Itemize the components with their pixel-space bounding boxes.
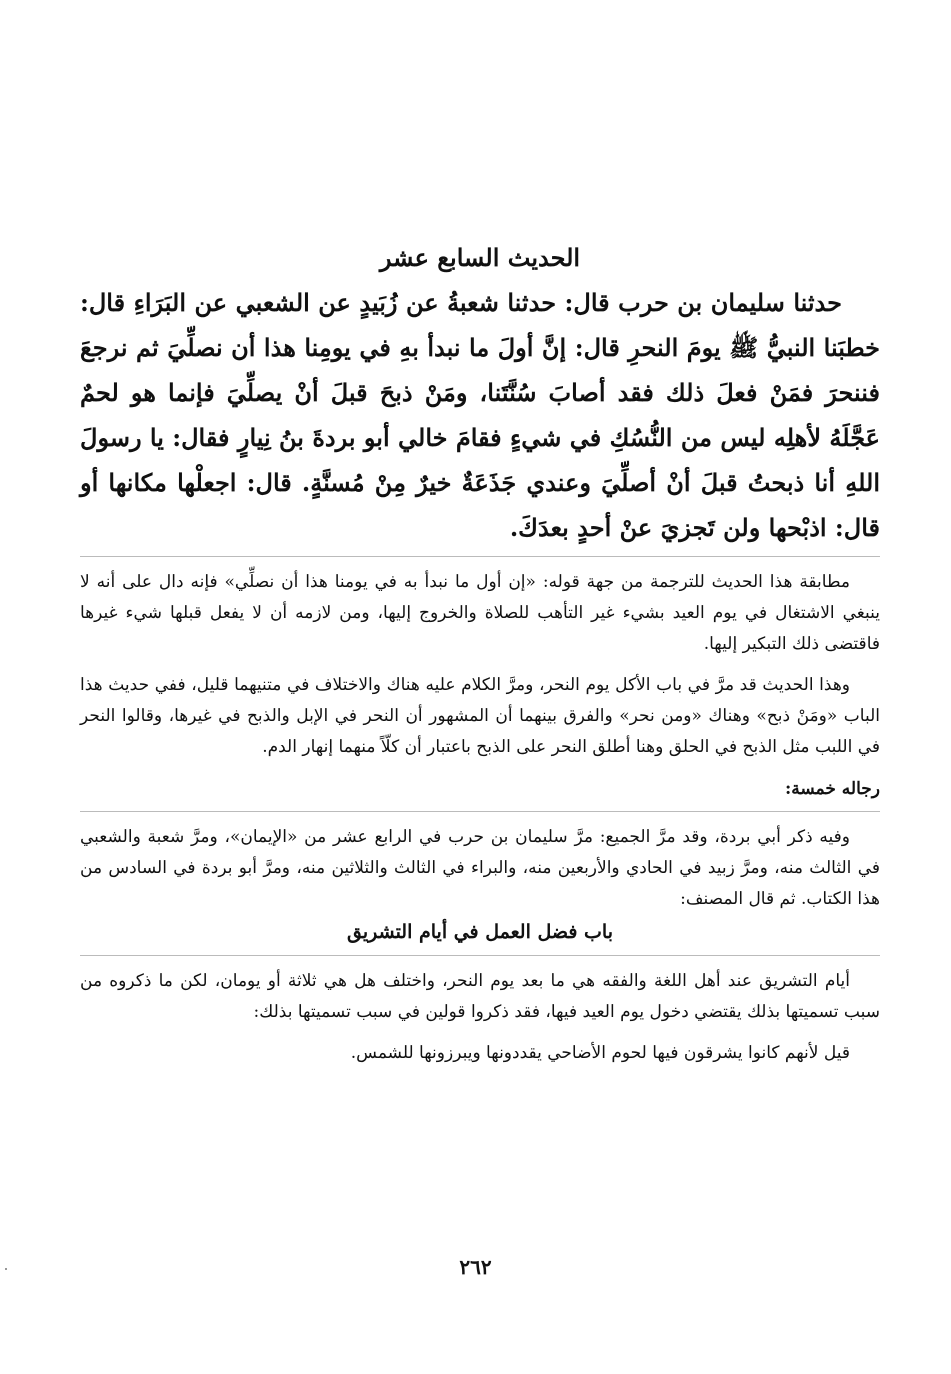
commentary-paragraph-2: وهذا الحديث قد مرَّ في باب الأكل يوم النحر، ومرَّ الكلام عليه هناك والاختلاف في متنيهما قليل، ففي حديث هذا الباب «ومَنْ ذبح» وهناك «ومن نحر» والفرق بينهما أن المشهور أن النحر في الإبل والذبح في غيرها، وقالوا النحر في اللبب مثل الذبح في الحلق وهنا أطلق النحر على الذبح باعتبار أن كلّاً منهما إنهار الدم.	[80, 675, 880, 757]
chapter-paragraph-2: قيل لأنهم كانوا يشرقون فيها لحوم الأضاحي يقددونها ويبرزونها للشمس.	[350, 1043, 850, 1063]
scan-speck	[5, 1268, 7, 1270]
page-number: ٢٦٢	[459, 1255, 492, 1279]
commentary-paragraph-1: مطابقة هذا الحديث للترجمة من جهة قوله: «إن أول ما نبدأ به في يومنا هذا أن نصلِّي» فإنه دال على أنه لا ينبغي الاشتغال في يوم العيد بشيء غير التأهب للصلاة والخروج إليها، ومن لازمه أن لا يفعل قبلها شيء غيرها فاقتضى ذلك التبكير إليها.	[80, 572, 880, 654]
text-column	[80, 240, 880, 1069]
hadith-text: حدثنا سليمان بن حرب قال: حدثنا شعبةُ عن زُبَيدٍ عن الشعبي عن البَرَاءِ قال: خطبَنا النبيُّ ﷺ يومَ النحرِ قال: إنَّ أولَ ما نبدأ بهِ في يومِنا هذا أن نصلِّيَ ثم نرجعَ فننحرَ فمَنْ فعلَ ذلك فقد أصابَ سُنَّتَنا، ومَنْ ذبحَ قبلَ أنْ يصلِّيَ فإنما هو لحمٌ عَجَّلَهُ لأهلِه ليس من النُّسُكِ في شيءٍ فقامَ خالي أبو بردةَ بنُ نِيارٍ فقال: يا رسولَ اللهِ أنا ذبحتُ قبلَ أنْ أصلِّيَ وعندي جَذَعَةٌ خيرٌ مِنْ مُسنَّةٍ. قال: اجعلْها مكانها أو قال: اذبْحها ولن تَجزيَ عنْ أحدٍ بعدَكَ.	[80, 288, 881, 542]
narrators-text: وفيه ذكر أبي بردة، وقد مرَّ الجميع: مرَّ سليمان بن حرب في الرابع عشر من «الإيمان»، ومرَّ شعبة والشعبي في الثالث منه، ومرَّ زبيد في الحادي والأربعين منه، والبراء في الثالث والثلاثين منه، ومرَّ أبو بردة في السادس من هذا الكتاب. ثم قال المصنف:	[80, 827, 880, 909]
chapter-paragraph-1: أيام التشريق عند أهل اللغة والفقه هي ما بعد يوم النحر، واختلف هل هي ثلاثة أو يومان، لكن ما ذكروه من سبب تسميتها بذلك يقتضي دخول يوم العيد فيها، فقد ذكروا قولين في سبب تسميتها بذلك:	[80, 971, 880, 1022]
chapter-title: باب فضل العمل في أيام التشريق	[347, 921, 613, 943]
narrators-heading: رجاله خمسة:	[784, 779, 880, 799]
hadith-title: الحديث السابع عشر	[379, 243, 581, 272]
